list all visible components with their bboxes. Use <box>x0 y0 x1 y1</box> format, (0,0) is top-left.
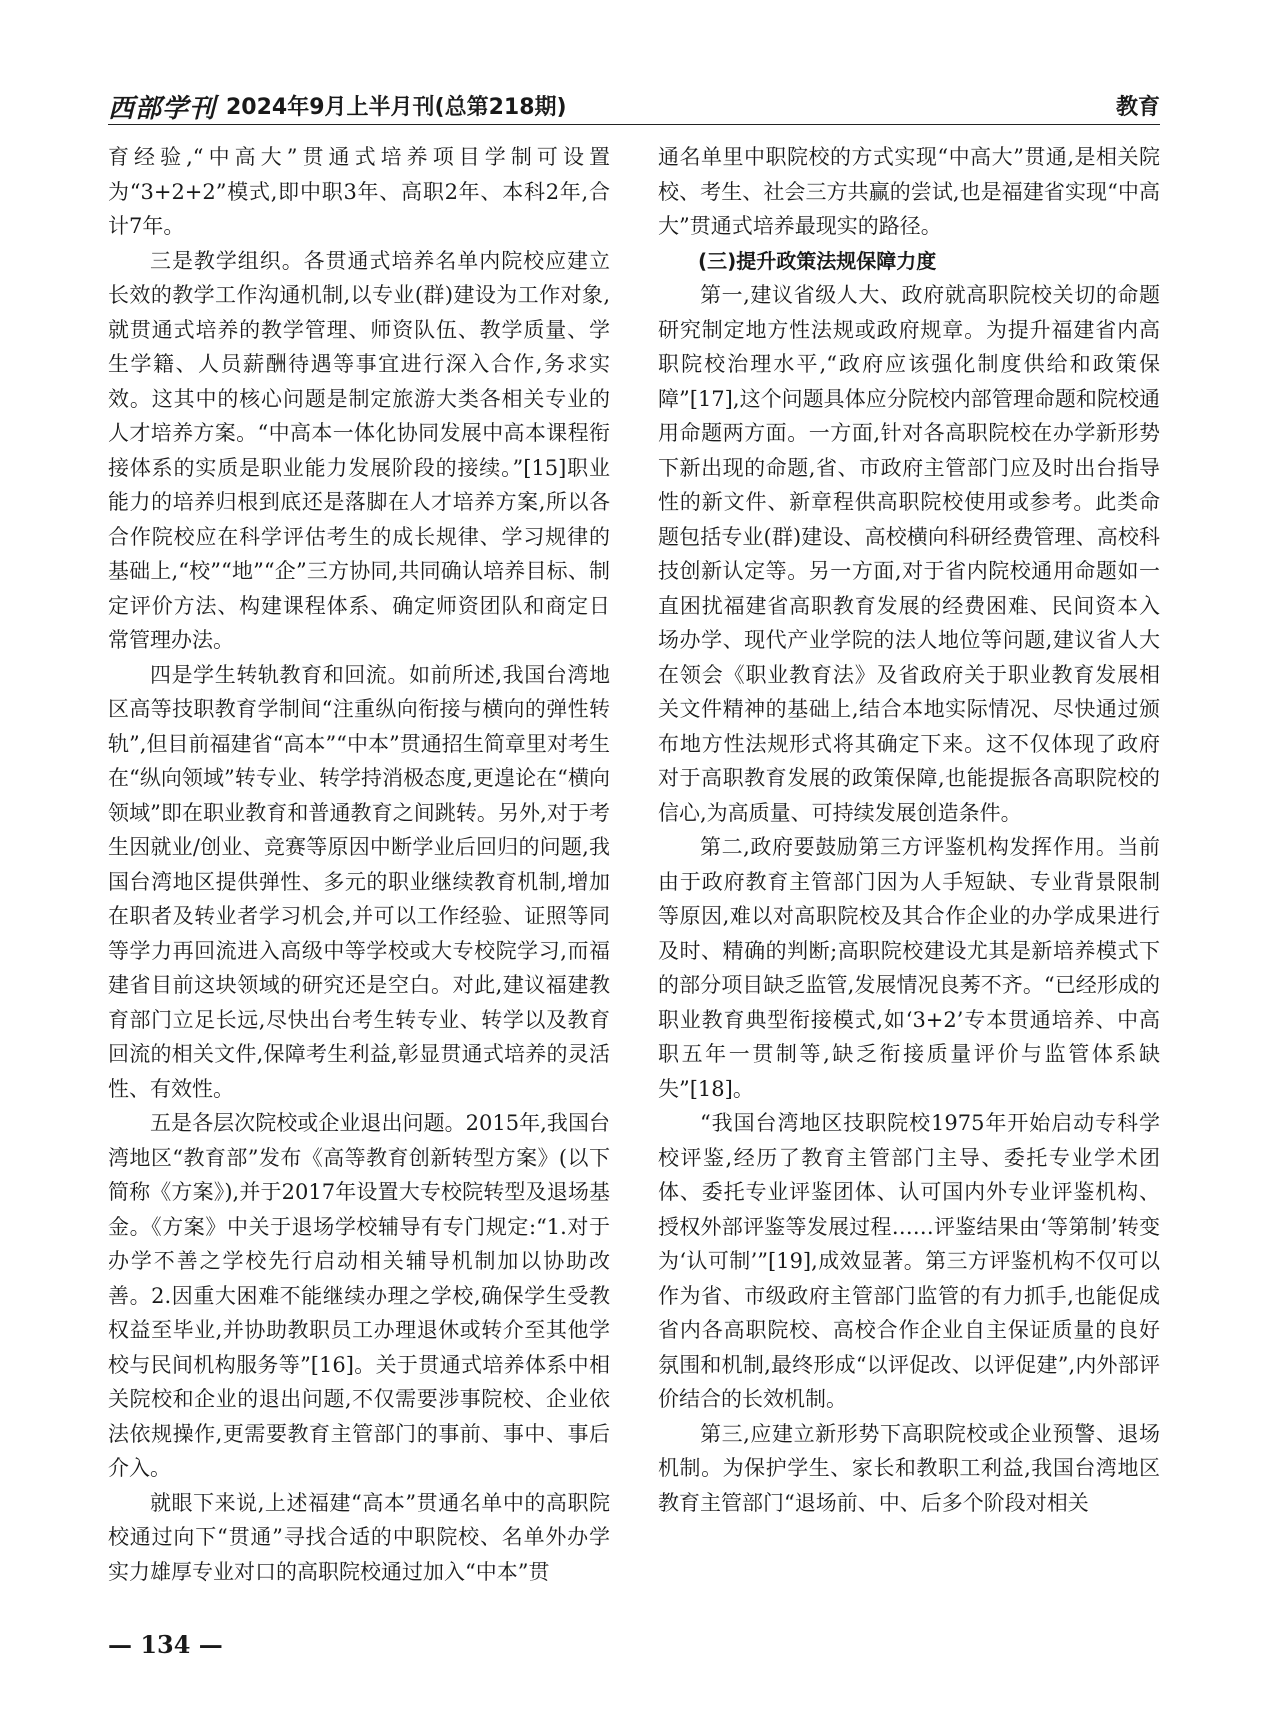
paragraph: 育经验,“中高大”贯通式培养项目学制可设置为“3+2+2”模式,即中职3年、高职2年、本科2年,合计7年。 <box>108 145 610 238</box>
journal-logo: 西部学刊 <box>108 94 217 124</box>
issue-info: 2024年9月上半月刊(总第218期) <box>226 95 567 120</box>
paragraph: 第一,建议省级人大、政府就高职院校关切的命题研究制定地方性法规或政府规章。为提升福建省内高职院校治理水平,“政府应该强化制度供给和政策保障”[17],这个问题具体应分院校内部管理命题和院校通用命题两方面。一方面,针对各高职院校在办学新形势下新出现的命题,省、市政府主管部门应及时出台指导性的新文件、新章程供高职院校使用或参考。此类命题包括专业(群)建设、高校横向科研经费管理、高校科技创新认定等。另一方面,对于省内院校通用命题如一直困扰福建省高职教育发展的经费困难、民间资本入场办学、现代产业学院的法人地位等问题,建议省人大在领会《职业教育法》及省政府关于职业教育发展相关文件精神的基础上,结合本地实际情况、尽快通过颁布地方性法规形式将其确定下来。这不仅体现了政府对于高职教育发展的政策保障,也能提振各高职院校的信心,为高质量、可持续发展创造条件。 <box>658 283 1160 825</box>
right-column <box>658 140 1160 1520</box>
section-title: 教育 <box>1115 95 1160 120</box>
paragraph: 五是各层次院校或企业退出问题。2015年,我国台湾地区“教育部”发布《高等教育创新转型方案》(以下简称《方案》),并于2017年设置大专校院转型及退场基金。《方案》中关于退场学校辅导有专门规定:“1.对于办学不善之学校先行启动相关辅导机制加以协助改善。2.因重大困难不能继续办理之学校,确保学生受教权益至毕业,并协助教职员工办理退休或转介至其他学校与民间机构服务等”[16]。关于贯通式培养体系中相关院校和企业的退出问题,不仅需要涉事院校、企业依法依规操作,更需要教育主管部门的事前、事中、事后介入。 <box>108 1111 610 1480</box>
paragraph: 三是教学组织。各贯通式培养名单内院校应建立长效的教学工作沟通机制,以专业(群)建设为工作对象,就贯通式培养的教学管理、师资队伍、教学质量、学生学籍、人员薪酬待遇等事宜进行深入合作,务求实效。这其中的核心问题是制定旅游大类各相关专业的人才培养方案。“中高本一体化协同发展中高本课程衔接体系的实质是职业能力发展阶段的接续。”[15]职业能力的培养归根到底还是落脚在人才培养方案,所以各合作院校应在科学评估考生的成长规律、学习规律的基础上,“校”“地”“企”三方协同,共同确认培养目标、制定评价方法、构建课程体系、确定师资团队和商定日常管理办法。 <box>108 248 610 652</box>
paragraph: 第三,应建立新形势下高职院校或企业预警、退场机制。为保护学生、家长和教职工利益,我国台湾地区教育主管部门“退场前、中、后多个阶段对相关 <box>658 1421 1160 1515</box>
paragraph: 通名单里中职院校的方式实现“中高大”贯通,是相关院校、考生、社会三方共赢的尝试,也是福建省实现“中高大”贯通式培养最现实的路径。 <box>658 145 1160 238</box>
page-number: — 134 — <box>108 1630 223 1659</box>
paragraph: 四是学生转轨教育和回流。如前所述,我国台湾地区高等技职教育学制间“注重纵向衔接与横向的弹性转轨”,但目前福建省“高本”“中本”贯通招生简章里对考生在“纵向领域”转专业、转学持消极态度,更遑论在“横向领域”即在职业教育和普通教育之间跳转。另外,对于考生因就业/创业、竞赛等原因中断学业后回归的问题,我国台湾地区提供弹性、多元的职业继续教育机制,增加在职者及转业者学习机会,并可以工作经验、证照等同等学力再回流进入高级中等学校或大专校院学习,而福建省目前这块领域的研究还是空白。对此,建议福建教育部门立足长远,尽快出台考生转专业、转学以及教育回流的相关文件,保障考生利益,彰显贯通式培养的灵活性、有效性。 <box>108 662 610 1101</box>
header-rule <box>108 124 1160 125</box>
section-heading: (三)提升政策法规保障力度 <box>698 248 937 273</box>
running-header <box>108 86 1160 122</box>
paragraph: 第二,政府要鼓励第三方评鉴机构发挥作用。当前由于政府教育主管部门因为人手短缺、专业背景限制等原因,难以对高职院校及其合作企业的办学成果进行及时、精确的判断;高职院校建设尤其是新培养模式下的部分项目缺乏监管,发展情况良莠不齐。“已经形成的职业教育典型衔接模式,如‘3+2’专本贯通培养、中高职五年一贯制等,缺乏衔接质量评价与监管体系缺失”[18]。 <box>658 835 1160 1101</box>
paragraph: “我国台湾地区技职院校1975年开始启动专科学校评鉴,经历了教育主管部门主导、委托专业学术团体、委托专业评鉴团体、认可国内外专业评鉴机构、授权外部评鉴等发展过程……评鉴结果由‘等第制’转变为‘认可制’”[19],成效显著。第三方评鉴机构不仅可以作为省、市级政府主管部门监管的有力抓手,也能促成省内各高职院校、高校合作企业自主保证质量的良好氛围和机制,最终形成“以评促改、以评促建”,内外部评价结合的长效机制。 <box>658 1111 1160 1411</box>
left-column <box>108 140 610 1589</box>
paragraph: 就眼下来说,上述福建“高本”贯通名单中的高职院校通过向下“贯通”寻找合适的中职院校、名单外办学实力雄厚专业对口的高职院校通过加入“中本”贯 <box>108 1490 610 1584</box>
